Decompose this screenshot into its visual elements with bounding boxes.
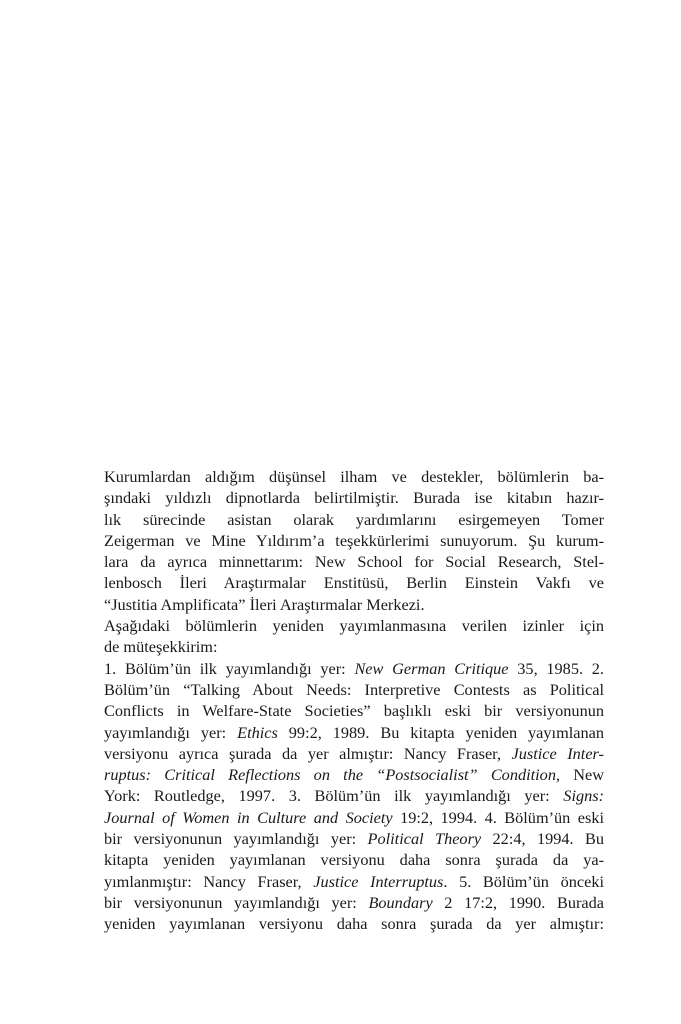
text-line bbox=[104, 658, 604, 679]
text-segment: Conflicts in Welfare-State Societies” başlıklı eski bir versiyonunun bbox=[104, 701, 604, 721]
italic-title: Boundary bbox=[368, 892, 433, 912]
text-segment: Zeigerman ve Mine Yıldırım’a teşekkürlerimi sunuyorum. Şu kurum- bbox=[104, 530, 604, 550]
text-line bbox=[104, 871, 604, 892]
text-segment: , New bbox=[555, 765, 604, 785]
text-segment: 99:2, 1989. Bu kitapta yeniden yayımlanan bbox=[277, 722, 604, 742]
text-line bbox=[104, 828, 604, 849]
text-segment: şındaki yıldızlı dipnotlarda belirtilmiştir. Burada ise kitabın hazır- bbox=[104, 488, 604, 508]
text-segment: . 5. Bölüm’ün önceki bbox=[443, 871, 604, 891]
italic-title: Ethics bbox=[237, 722, 278, 742]
text-line bbox=[104, 913, 604, 934]
text-line bbox=[104, 807, 604, 828]
text-line bbox=[104, 785, 604, 806]
text-segment: Kurumlardan aldığım düşünsel ilham ve destekler, bölümlerin ba- bbox=[104, 467, 604, 486]
text-segment: yayımlandığı yer: bbox=[104, 722, 238, 742]
text-line bbox=[104, 530, 604, 551]
text-segment: Aşağıdaki bölümlerin yeniden yayımlanmasına verilen izinler için bbox=[104, 616, 604, 636]
text-line bbox=[104, 679, 604, 700]
italic-title: New German Critique bbox=[354, 658, 509, 678]
text-line bbox=[104, 636, 604, 657]
italic-title: Signs: bbox=[563, 786, 604, 806]
text-segment: de müteşekkirim: bbox=[104, 637, 218, 657]
text-segment: Bölüm’ün “Talking About Needs: Interpretive Contests as Political bbox=[104, 679, 604, 699]
text-segment: 1. Bölüm’ün ilk yayımlandığı yer: bbox=[104, 658, 355, 678]
italic-title: Justice Interruptus bbox=[313, 871, 444, 891]
text-line bbox=[104, 722, 604, 743]
text-line bbox=[104, 466, 604, 487]
text-segment: yeniden yayımlanan versiyonu daha sonra şurada da yer almıştır: bbox=[104, 914, 604, 934]
italic-title: Justice Inter- bbox=[511, 743, 604, 763]
text-line bbox=[104, 615, 604, 636]
text-line bbox=[104, 743, 604, 764]
text-segment: kitapta yeniden yayımlanan versiyonu daha sonra şurada da ya- bbox=[104, 850, 604, 870]
italic-title: Political Theory bbox=[367, 829, 482, 849]
text-segment: 35, 1985. 2. bbox=[508, 658, 604, 678]
italic-title: Journal of Women in Culture and Society bbox=[104, 807, 393, 827]
text-segment: 22:4, 1994. Bu bbox=[481, 829, 604, 849]
text-segment: 2 17:2, 1990. Burada bbox=[432, 892, 604, 912]
text-segment: lenbosch İleri Araştırmalar Enstitüsü, Berlin Einstein Vakfı ve bbox=[104, 573, 604, 593]
text-segment: 19:2, 1994. 4. Bölüm’ün eski bbox=[392, 807, 604, 827]
text-line bbox=[104, 700, 604, 721]
text-line bbox=[104, 892, 604, 913]
italic-title: ruptus: Critical Reflections on the “Postsocialist” Condition bbox=[104, 765, 556, 785]
text-segment: lık sürecinde asistan olarak yardımlarını esirgemeyen Tomer bbox=[104, 509, 604, 529]
text-line bbox=[104, 487, 604, 508]
text-segment: lara da ayrıca minnettarım: New School for Social Research, Stel- bbox=[104, 552, 604, 572]
text-segment: bir versiyonunun yayımlandığı yer: bbox=[104, 892, 369, 912]
text-segment: York: Routledge, 1997. 3. Bölüm’ün ilk yayımlandığı yer: bbox=[104, 786, 564, 806]
text-line bbox=[104, 551, 604, 572]
text-line bbox=[104, 572, 604, 593]
text-line bbox=[104, 849, 604, 870]
text-line bbox=[104, 594, 604, 615]
text-segment: versiyonu ayrıca şurada da yer almıştır: Nancy Fraser, bbox=[104, 743, 512, 763]
text-segment: bir versiyonunun yayımlandığı yer: bbox=[104, 829, 368, 849]
text-line bbox=[104, 764, 604, 785]
text-segment: yımlanmıştır: Nancy Fraser, bbox=[104, 871, 314, 891]
acknowledgements-text bbox=[104, 466, 604, 935]
text-segment: “Justitia Amplificata” İleri Araştırmalar Merkezi. bbox=[104, 594, 425, 614]
text-line bbox=[104, 509, 604, 530]
